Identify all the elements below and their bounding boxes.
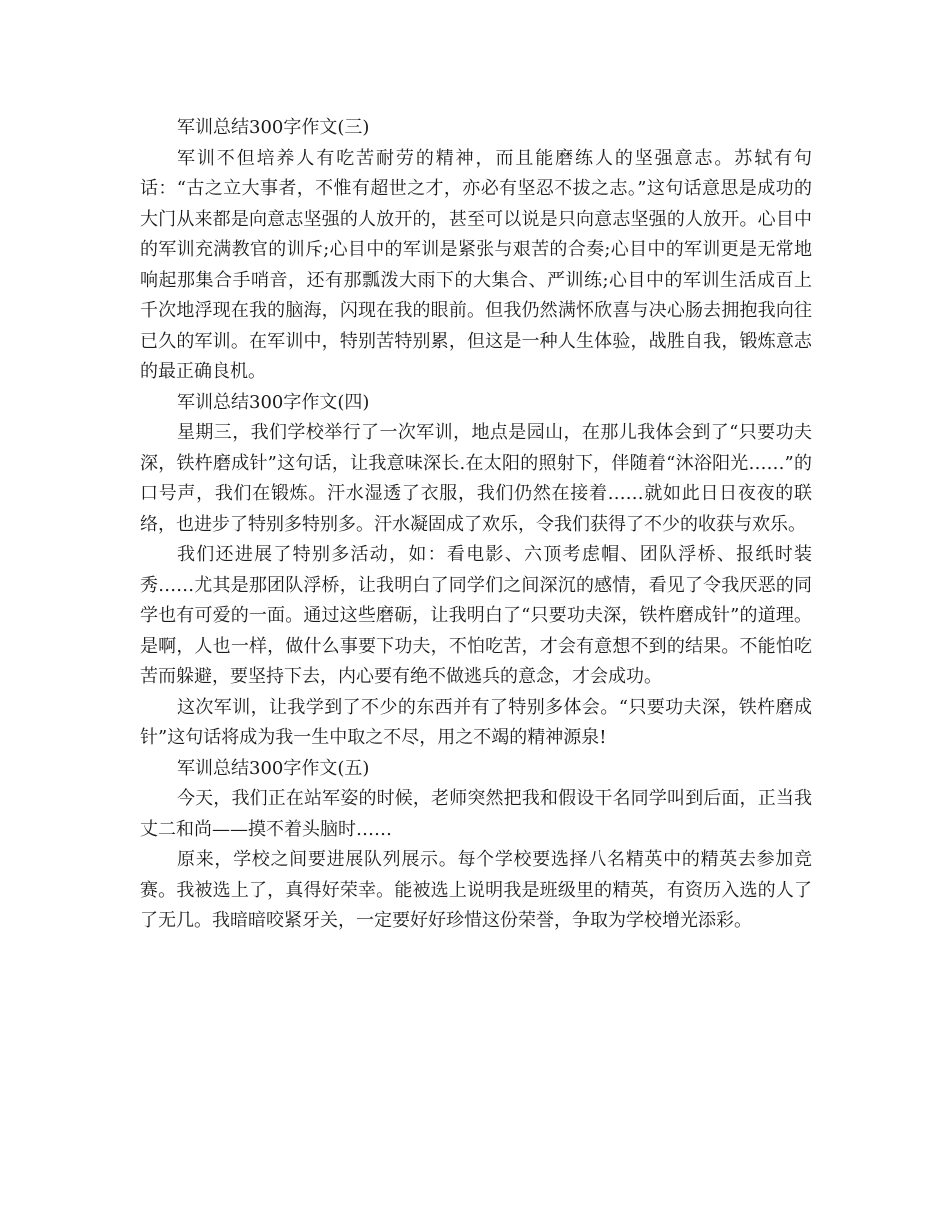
paragraph: 这次军训，让我学到了不少的东西并有了特别多体会。“只要功夫深，铁杵磨成针”这句话将成为我一生中取之不尽，用之不竭的精神源泉! bbox=[140, 696, 812, 748]
section-heading-4: 军训总结300字作文(四) bbox=[177, 391, 370, 413]
paragraph: 今天，我们正在站军姿的时候，老师突然把我和假设干名同学叫到后面，正当我丈二和尚——摸不着头脑时…… bbox=[140, 788, 812, 840]
paragraph: 星期三，我们学校举行了一次军训，地点是园山，在那儿我体会到了“只要功夫深，铁杵磨成针”这句话，让我意味深长.在太阳的照射下，伴随着“沐浴阳光……”的口号声，我们在锻炼。汗水湿透了衣服，我们仍然在接着……就如此日日夜夜的联络，也进步了特别多特别多。汗水凝固成了欢乐，令我们获得了不少的收获与欢乐。 bbox=[140, 422, 812, 535]
paragraph: 我们还进展了特别多活动，如：看电影、六顶考虑帽、团队浮桥、报纸时装秀……尤其是那团队浮桥，让我明白了同学们之间深沉的感情，看见了令我厌恶的同学也有可爱的一面。通过这些磨砺，让我明白了“只要功夫深，铁杵磨成针”的道理。是啊，人也一样，做什么事要下功夫，不怕吃苦，才会有意想不到的结果。不能怕吃苦而躲避，要坚持下去，内心要有绝不做逃兵的意念，才会成功。 bbox=[140, 544, 812, 687]
document-body bbox=[140, 113, 812, 937]
section-heading-3: 军训总结300字作文(三) bbox=[177, 117, 370, 138]
section-heading-5: 军训总结300字作文(五) bbox=[177, 757, 370, 779]
paragraph: 原来，学校之间要进展队列展示。每个学校要选择八名精英中的精英去参加竞赛。我被选上了，真得好荣幸。能被选上说明我是班级里的精英，有资历入选的人了了无几。我暗暗咬紧牙关，一定要好好珍惜这份荣誉，争取为学校增光添彩。 bbox=[140, 849, 812, 931]
paragraph: 军训不但培养人有吃苦耐劳的精神，而且能磨练人的坚强意志。苏轼有句话：“古之立大事者，不惟有超世之才，亦必有坚忍不拔之志。”这句话意思是成功的大门从来都是向意志坚强的人放开的，甚至可以说是只向意志坚强的人放开。心目中的军训充满教官的训斥;心目中的军训是紧张与艰苦的合奏;心目中的军训更是无常地响起那集合手哨音，还有那瓢泼大雨下的大集合、严训练;心目中的军训生活成百上千次地浮现在我的脑海，闪现在我的眼前。但我仍然满怀欣喜与决心肠去拥抱我向往已久的军训。在军训中，特别苦特别累，但这是一种人生体验，战胜自我，锻炼意志的最正确良机。 bbox=[140, 147, 812, 382]
